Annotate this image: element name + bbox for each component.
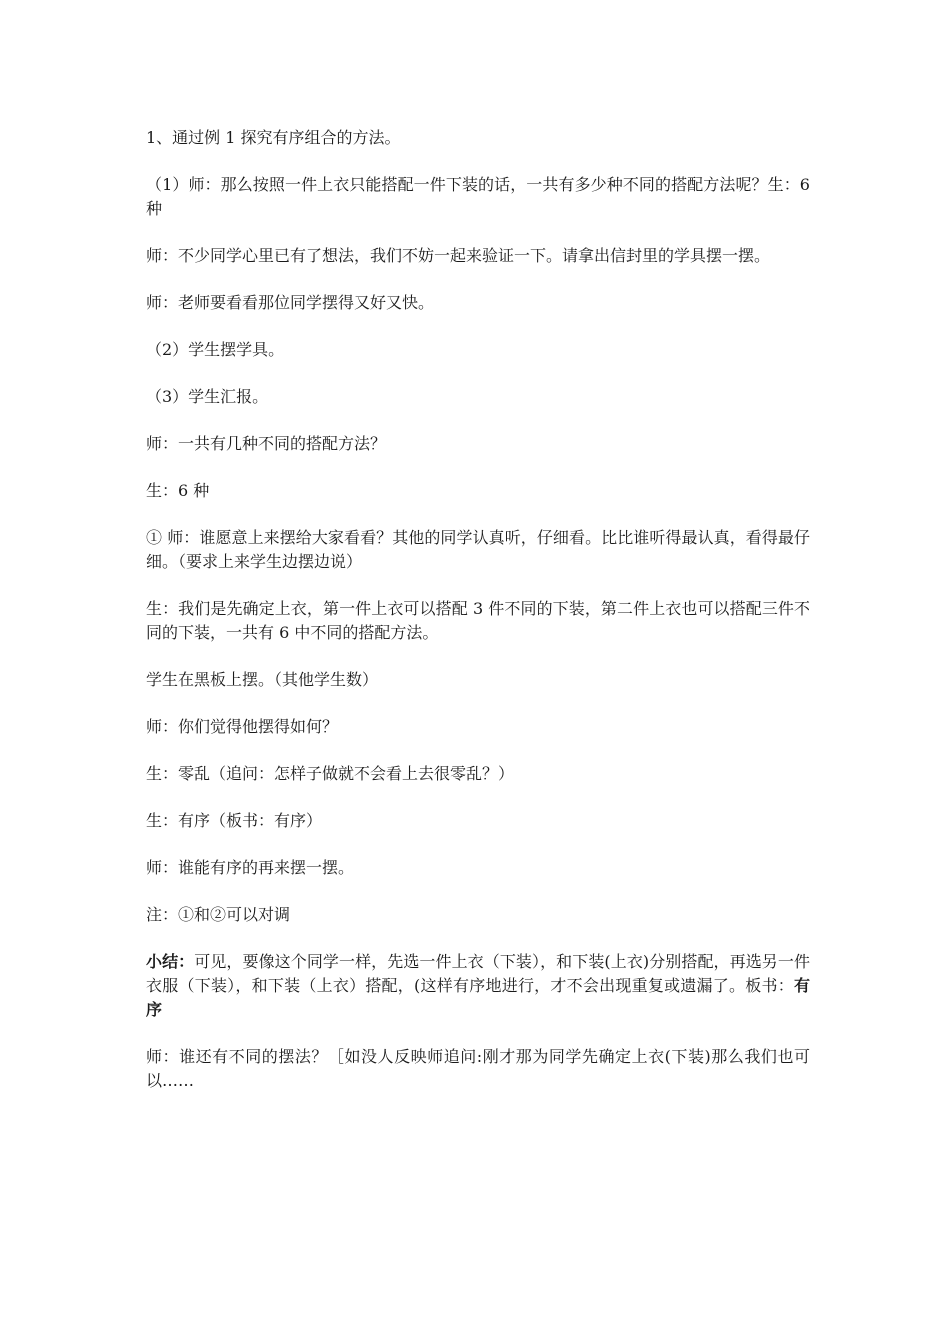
document-body [146,126,810,1116]
paragraph: 生：有序（板书：有序） [146,811,323,830]
summary-paragraph [146,950,810,1022]
paragraph: 师：谁还有不同的摆法？［如没人反映师追问:刚才那为同学先确定上衣(下装)那么我们也可以…… [146,1047,810,1090]
paragraph: 注：①和②可以对调 [146,905,291,924]
paragraph: 学生在黑板上摆。（其他学生数） [146,670,379,689]
paragraph: 师：谁能有序的再来摆一摆。 [146,858,355,877]
paragraph: 师：你们觉得他摆得如何？ [146,717,339,736]
paragraph: 师：老师要看看那位同学摆得又好又快。 [146,293,435,312]
paragraph: 生：我们是先确定上衣，第一件上衣可以搭配 3 件不同的下装，第二件上衣也可以搭配三件不同的下装，一共有 6 中不同的搭配方法。 [146,599,810,642]
paragraph: （1）师：那么按照一件上衣只能搭配一件下装的话，一共有多少种不同的搭配方法呢？生：6 种 [146,175,810,218]
paragraph: 师：一共有几种不同的搭配方法？ [146,434,387,453]
paragraph: （3）学生汇报。 [146,387,269,406]
paragraph: ① 师：谁愿意上来摆给大家看看？其他的同学认真听，仔细看。比比谁听得最认真，看得最仔细。（要求上来学生边摆边说） [146,528,810,571]
summary-text: 可见，要像这个同学一样，先选一件上衣（下装），和下装(上衣)分别搭配，再选另一件衣服（下装），和下装（上衣）搭配，(这样有序地进行，才不会出现重复或遗漏了。板书： [146,952,810,995]
paragraph: 生：6 种 [146,481,210,500]
summary-label: 小结： [146,952,195,971]
paragraph: （2）学生摆学具。 [146,340,285,359]
paragraph: 生：零乱（追问：怎样子做就不会看上去很零乱？） [146,764,515,783]
summary-emphasis: 有序 [146,976,810,1019]
section-heading: 1、通过例 1 探究有序组合的方法。 [146,128,401,147]
paragraph: 师：不少同学心里已有了想法，我们不妨一起来验证一下。请拿出信封里的学具摆一摆。 [146,246,771,265]
